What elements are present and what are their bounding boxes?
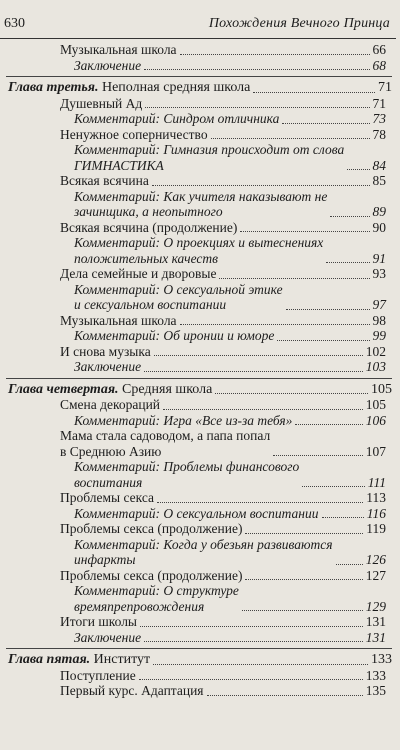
dot-leader xyxy=(180,324,370,325)
toc-comment xyxy=(0,359,396,375)
chapter-prefix: Глава третья. xyxy=(8,80,99,95)
entry-title: Комментарий: Как учителя наказывают не зачинщика, а неопытного xyxy=(74,188,328,219)
entry-page-number: 97 xyxy=(372,297,386,312)
toc-entry xyxy=(0,173,396,189)
toc-comment xyxy=(0,58,396,74)
entry-page-number: 73 xyxy=(372,111,386,126)
entry-title: Дела семейные и дворовые xyxy=(60,266,217,281)
entry-page-number: 105 xyxy=(365,397,386,412)
toc-comment xyxy=(0,328,396,344)
toc-entry xyxy=(0,614,396,630)
page-header xyxy=(0,0,400,44)
entry-page-number: 111 xyxy=(367,474,386,490)
section-divider xyxy=(6,378,392,379)
entry-page-number: 126 xyxy=(365,552,386,567)
toc-entry xyxy=(0,428,396,459)
entry-page-number: 71 xyxy=(372,95,386,111)
toc-entry xyxy=(0,344,396,360)
dot-leader xyxy=(144,69,369,70)
toc-entry xyxy=(0,568,396,584)
toc-entry xyxy=(0,683,396,699)
chapter-title: Институт xyxy=(90,652,151,667)
dot-leader xyxy=(322,517,364,518)
dot-leader xyxy=(207,695,363,696)
toc-entry xyxy=(0,266,396,282)
entry-title: Поступление xyxy=(60,667,136,683)
entry-title: Музыкальная школа xyxy=(60,42,177,57)
running-title: Похождения Вечного Принца xyxy=(208,16,390,31)
dot-leader xyxy=(140,626,363,627)
toc-chapter xyxy=(0,652,396,668)
toc-entry xyxy=(0,313,396,329)
section-divider xyxy=(6,76,392,77)
entry-page-number: 129 xyxy=(365,598,386,614)
toc-entry xyxy=(0,397,396,413)
dot-leader xyxy=(163,409,363,410)
toc-entry xyxy=(0,127,396,143)
entry-page-number: 85 xyxy=(372,173,386,188)
dot-leader xyxy=(153,664,368,665)
dot-leader xyxy=(245,533,363,534)
entry-title: Заключение xyxy=(74,629,142,645)
chapter-heading xyxy=(8,80,250,96)
dot-leader xyxy=(157,502,363,503)
toc-comment xyxy=(0,583,396,614)
entry-title: Комментарий: Гимназия происходит от слова ГИМНАСТИКА xyxy=(74,142,345,173)
chapter-title: Средняя школа xyxy=(118,381,213,397)
entry-title: Комментарий: Игра «Все из-за тебя» xyxy=(74,412,293,428)
dot-leader xyxy=(273,455,363,456)
dot-leader xyxy=(139,679,363,680)
table-of-contents xyxy=(0,42,396,699)
toc-chapter xyxy=(0,80,396,96)
entry-title: Заключение xyxy=(74,57,142,73)
dot-leader xyxy=(277,340,369,341)
dot-leader xyxy=(180,54,370,55)
dot-leader xyxy=(295,424,362,425)
entry-page-number: 135 xyxy=(365,683,386,698)
entry-page-number: 84 xyxy=(372,157,386,173)
chapter-title: Неполная средняя школа xyxy=(98,80,251,95)
entry-title: Музыкальная школа xyxy=(60,312,177,328)
dot-leader xyxy=(253,92,375,93)
dot-leader xyxy=(302,486,364,487)
entry-title: Итоги школы xyxy=(60,614,138,629)
toc-comment xyxy=(0,630,396,646)
toc-entry xyxy=(0,490,396,506)
entry-title: И снова музыка xyxy=(60,343,151,359)
dot-leader xyxy=(286,309,370,310)
entry-page-number: 119 xyxy=(366,521,386,536)
chapter-prefix: Глава пятая. xyxy=(8,652,91,667)
entry-page-number: 66 xyxy=(372,42,386,57)
toc-comment xyxy=(0,111,396,127)
chapter-heading xyxy=(8,652,150,668)
entry-page-number: 102 xyxy=(365,343,386,359)
dot-leader xyxy=(347,169,369,170)
entry-title: Комментарий: Синдром отличника xyxy=(74,111,280,126)
entry-page-number: 91 xyxy=(372,250,386,266)
entry-title: Комментарий: О сексуальной этике и сексуальном воспитании xyxy=(74,281,283,312)
entry-page-number: 99 xyxy=(372,328,386,343)
entry-page-number: 89 xyxy=(372,204,386,219)
dot-leader xyxy=(219,278,369,279)
entry-page-number: 131 xyxy=(365,614,386,629)
entry-title: Комментарий: О сексуальном воспитании xyxy=(74,505,319,521)
toc-comment xyxy=(0,189,396,220)
entry-page-number: 93 xyxy=(372,266,386,281)
entry-page-number: 133 xyxy=(365,667,386,683)
entry-title: Комментарий: Об иронии и юморе xyxy=(74,328,275,343)
entry-title: Проблемы секса (продолжение) xyxy=(60,567,243,583)
page-number: 630 xyxy=(4,16,25,31)
dot-leader xyxy=(145,107,369,108)
entry-page-number: 107 xyxy=(365,443,386,459)
entry-title: Комментарий: Когда у обезьян развиваются инфаркты xyxy=(74,536,333,567)
entry-title: Проблемы секса xyxy=(60,490,155,505)
section-divider xyxy=(6,648,392,649)
dot-leader xyxy=(215,393,368,394)
entry-title: Проблемы секса (продолжение) xyxy=(60,521,243,536)
entry-page-number: 131 xyxy=(365,629,386,645)
entry-title: Комментарий: О структуре времяпрепровождения xyxy=(74,583,239,614)
entry-page-number: 71 xyxy=(378,80,392,95)
entry-title: Всякая всячина xyxy=(60,173,149,188)
entry-page-number: 113 xyxy=(366,490,386,505)
entry-title: Комментарий: О проекциях и вытеснениях положительных качеств xyxy=(74,235,324,266)
dot-leader xyxy=(144,641,363,642)
dot-leader xyxy=(336,564,363,565)
entry-page-number: 68 xyxy=(372,57,386,73)
dot-leader xyxy=(211,138,370,139)
entry-page-number: 133 xyxy=(371,652,392,667)
dot-leader xyxy=(152,185,370,186)
entry-title: Всякая всячина (продолжение) xyxy=(60,219,238,235)
toc-entry xyxy=(0,220,396,236)
toc-comment xyxy=(0,413,396,429)
entry-page-number: 106 xyxy=(365,412,386,428)
entry-title: Мама стала садоводом, а папа попал в Среднюю Азию xyxy=(60,428,271,459)
toc-entry xyxy=(0,668,396,684)
entry-title: Заключение xyxy=(74,359,142,374)
entry-page-number: 78 xyxy=(372,126,386,142)
dot-leader xyxy=(326,262,369,263)
dot-leader xyxy=(245,579,362,580)
entry-page-number: 127 xyxy=(365,567,386,583)
entry-title: Смена декораций xyxy=(60,397,161,412)
entry-title: Комментарий: Проблемы финансового воспитания xyxy=(74,459,300,490)
entry-title: Первый курс. Адаптация xyxy=(60,683,204,698)
toc-comment xyxy=(0,537,396,568)
dot-leader xyxy=(144,371,363,372)
dot-leader xyxy=(154,355,363,356)
entry-page-number: 98 xyxy=(372,312,386,328)
toc-entry xyxy=(0,521,396,537)
entry-page-number: 90 xyxy=(372,219,386,235)
entry-page-number: 105 xyxy=(371,381,392,397)
toc-chapter xyxy=(0,382,396,398)
dot-leader xyxy=(282,123,369,124)
dot-leader xyxy=(240,231,369,232)
chapter-prefix: Глава четвертая. xyxy=(8,381,119,397)
toc-entry xyxy=(0,96,396,112)
entry-title: Душевный Ад xyxy=(60,95,143,111)
dot-leader xyxy=(242,610,363,611)
toc-comment xyxy=(0,282,396,313)
toc-comment xyxy=(0,459,396,490)
toc-comment xyxy=(0,506,396,522)
entry-page-number: 103 xyxy=(365,359,386,374)
chapter-heading xyxy=(8,382,212,398)
entry-title: Ненужное соперничество xyxy=(60,126,208,142)
entry-page-number: 116 xyxy=(366,505,386,521)
dot-leader xyxy=(330,216,369,217)
toc-comment xyxy=(0,235,396,266)
toc-entry xyxy=(0,42,396,58)
header-rule xyxy=(0,38,396,39)
toc-comment xyxy=(0,142,396,173)
